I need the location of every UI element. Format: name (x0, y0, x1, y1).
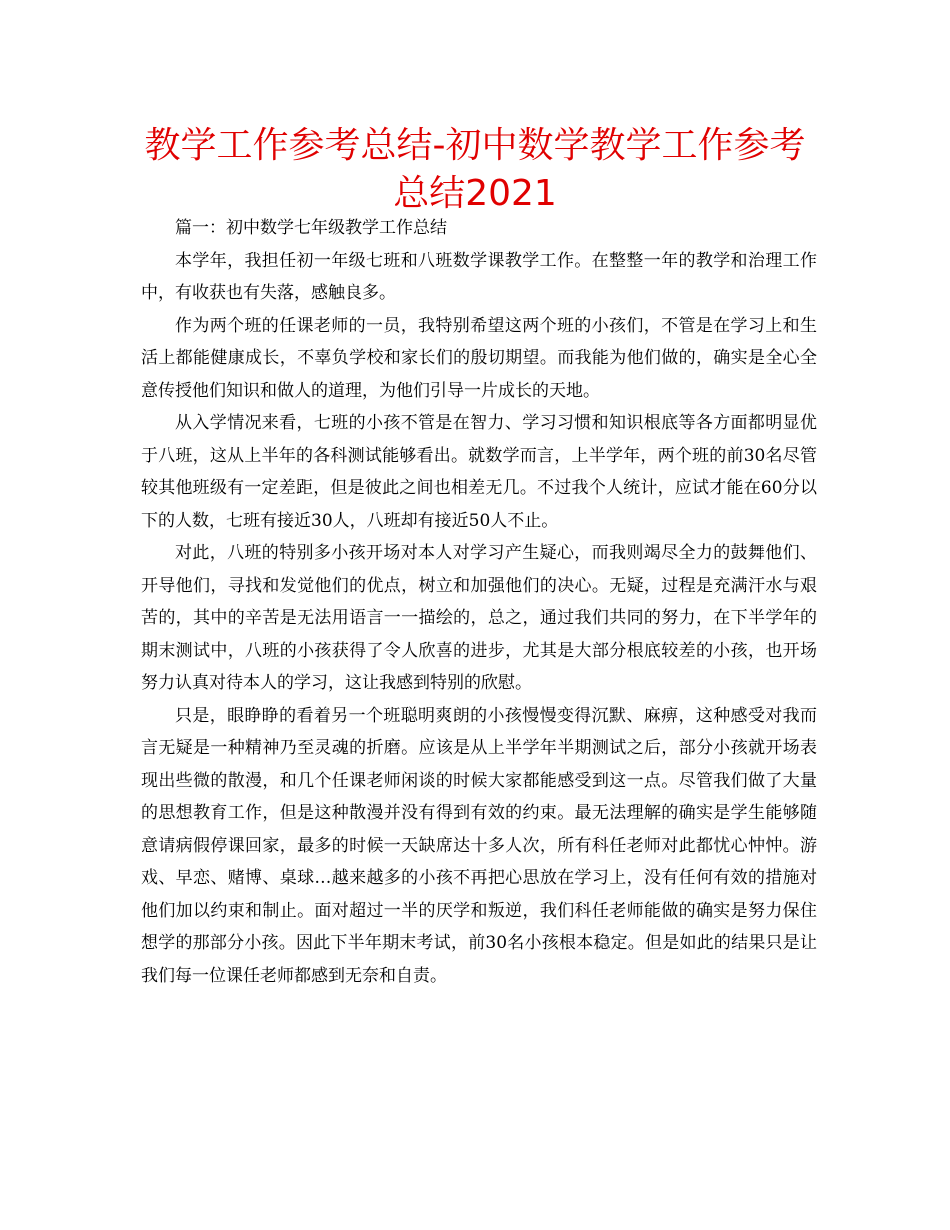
paragraph: 对此，八班的特别多小孩开场对本人对学习产生疑心，而我则竭尽全力的鼓舞他们、开导他们，寻找和发觉他们的优点，树立和加强他们的决心。无疑，过程是充满汗水与艰苦的，其中的辛苦是无法用语言一一描绘的，总之，通过我们共同的努力，在下半学年的期末测试中，八班的小孩获得了令人欣喜的进步，尤其是大部分根底较差的小孩，也开场努力认真对待本人的学习，这让我感到特别的欣慰。 (141, 543, 817, 693)
paragraph: 从入学情况来看，七班的小孩不管是在智力、学习习惯和知识根底等各方面都明显优于八班，这从上半年的各科测试能够看出。就数学而言，上半学年，两个班的前30名尽管较其他班级有一定差距，但是彼此之间也相差无几。不过我个人统计，应试才能在60分以下的人数，七班有接近30人，八班却有接近50人不止。 (141, 413, 817, 531)
document-title: 教学工作参考总结-初中数学教学工作参考总结2021 (144, 125, 806, 214)
paragraph: 只是，眼睁睁的看着另一个班聪明爽朗的小孩慢慢变得沉默、麻痹，这种感受对我而言无疑是一种精神乃至灵魂的折磨。应该是从上半学年半期测试之后，部分小孩就开场表现出些微的散漫，和几个任课老师闲谈的时候大家都能感受到这一点。尽管我们做了大量的思想教育工作，但是这种散漫并没有得到有效的约束。最无法理解的确实是学生能够随意请病假停课回家，最多的时候一天缺席达十多人次，所有科任老师对此都忧心忡忡。游戏、早恋、赌博、桌球…越来越多的小孩不再把心思放在学习上，没有任何有效的措施对他们加以约束和制止。面对超过一半的厌学和叛逆，我们科任老师能做的确实是努力保住想学的那部分小孩。因此下半年期末考试，前30名小孩根本稳定。但是如此的结果只是让我们每一位课任老师都感到无奈和自责。 (141, 705, 817, 986)
paragraph: 作为两个班的任课老师的一员，我特别希望这两个班的小孩们，不管是在学习上和生活上都能健康成长，不辜负学校和家长们的殷切期望。而我能为他们做的，确实是全心全意传授他们知识和做人的道理，为他们引导一片成长的天地。 (141, 315, 817, 401)
paragraph: 本学年，我担任初一年级七班和八班数学课教学工作。在整整一年的教学和治理工作中，有收获也有失落，感触良多。 (141, 250, 817, 303)
document-body (141, 212, 817, 992)
section-subtitle: 篇一：初中数学七年级教学工作总结 (175, 218, 447, 238)
